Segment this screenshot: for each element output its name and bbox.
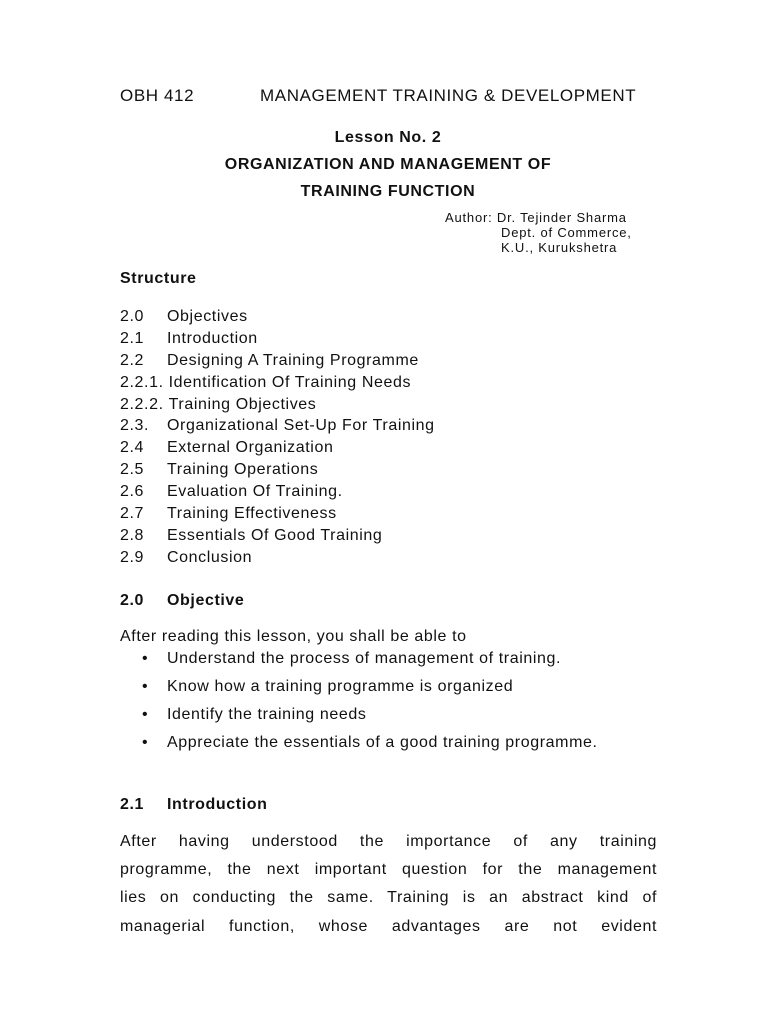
bullet-item	[140, 676, 598, 704]
objective-intro: After reading this lesson, you shall be able to	[120, 628, 467, 645]
toc-item-number: 2.1	[120, 329, 145, 347]
toc-item	[120, 437, 435, 459]
toc-item-label: Conclusion	[167, 548, 253, 566]
toc-item	[120, 415, 435, 437]
toc-item	[120, 459, 435, 481]
toc-item-label: Identification Of Training Needs	[168, 373, 412, 391]
toc-item-label: Designing A Training Programme	[167, 351, 419, 369]
toc-item-label: Training Objectives	[168, 395, 317, 413]
toc-item-label: Training Operations	[167, 461, 319, 479]
toc-item-number: 2.9	[120, 548, 145, 566]
objective-bullet-list	[140, 648, 598, 760]
toc-item-number: 2.7	[120, 505, 145, 523]
toc-item-label: Training Effectiveness	[167, 505, 337, 523]
author-block	[445, 210, 632, 255]
course-code: OBH 412	[120, 86, 195, 105]
toc-item	[120, 394, 435, 416]
author-name: Author: Dr. Tejinder Sharma	[445, 210, 627, 225]
bullet-text: Appreciate the essentials of a good training programme.	[167, 734, 598, 751]
course-name: MANAGEMENT TRAINING & DEVELOPMENT	[260, 86, 637, 105]
introduction-section-number: 2.1	[120, 796, 145, 813]
toc-item	[120, 503, 435, 525]
paragraph-line: After having understood the importance of any training	[120, 833, 657, 850]
author-institution: K.U., Kurukshetra	[501, 240, 618, 255]
lesson-number: Lesson No. 2	[334, 129, 442, 146]
toc-item	[120, 547, 435, 569]
bullet-item	[140, 648, 598, 676]
objective-section-title: Objective	[167, 592, 245, 609]
lesson-title-line-2: TRAINING FUNCTION	[300, 183, 476, 200]
paragraph-line: programme, the next important question for the management	[120, 861, 657, 879]
objective-section-number: 2.0	[120, 592, 145, 609]
bullet-icon: •	[142, 706, 149, 723]
table-of-contents	[120, 306, 435, 569]
toc-item-label: Evaluation Of Training.	[167, 483, 343, 501]
toc-item-number: 2.5	[120, 461, 145, 479]
toc-item-number: 2.3.	[120, 417, 150, 435]
author-department: Dept. of Commerce,	[501, 225, 632, 240]
course-header	[120, 86, 637, 106]
toc-item-number: 2.2	[120, 351, 145, 369]
bullet-icon: •	[142, 734, 149, 751]
toc-item-number: 2.0	[120, 308, 145, 325]
toc-item-label: External Organization	[167, 439, 334, 457]
introduction-heading	[120, 796, 268, 814]
toc-item-number: 2.2.1.	[120, 373, 164, 391]
toc-item	[120, 306, 435, 328]
toc-item-number: 2.4	[120, 439, 145, 457]
toc-item	[120, 372, 435, 394]
bullet-text: Understand the process of management of training.	[167, 650, 562, 667]
bullet-text: Identify the training needs	[167, 706, 367, 723]
bullet-text: Know how a training programme is organized	[167, 678, 514, 695]
toc-item-label: Objectives	[167, 308, 248, 325]
paragraph-line: managerial function, whose advantages are not evident	[120, 917, 657, 935]
toc-item-label: Organizational Set-Up For Training	[167, 417, 435, 435]
toc-item-label: Essentials Of Good Training	[167, 526, 383, 544]
introduction-section-title: Introduction	[167, 796, 268, 813]
bullet-item	[140, 704, 598, 732]
introduction-paragraph	[120, 828, 657, 941]
toc-item	[120, 481, 435, 503]
toc-item-label: Introduction	[167, 329, 258, 347]
toc-item-number: 2.6	[120, 483, 145, 501]
structure-heading: Structure	[120, 270, 197, 287]
toc-item-number: 2.2.2.	[120, 395, 164, 413]
bullet-item	[140, 732, 598, 760]
lesson-title-line-1: ORGANIZATION AND MANAGEMENT OF	[224, 156, 552, 173]
toc-item	[120, 328, 435, 350]
paragraph-line: lies on conducting the same. Training is an abstract kind of	[120, 889, 657, 907]
toc-item	[120, 525, 435, 547]
toc-item-number: 2.8	[120, 526, 145, 544]
bullet-icon: •	[142, 650, 149, 667]
objective-heading	[120, 592, 244, 610]
toc-item	[120, 350, 435, 372]
bullet-icon: •	[142, 678, 149, 695]
